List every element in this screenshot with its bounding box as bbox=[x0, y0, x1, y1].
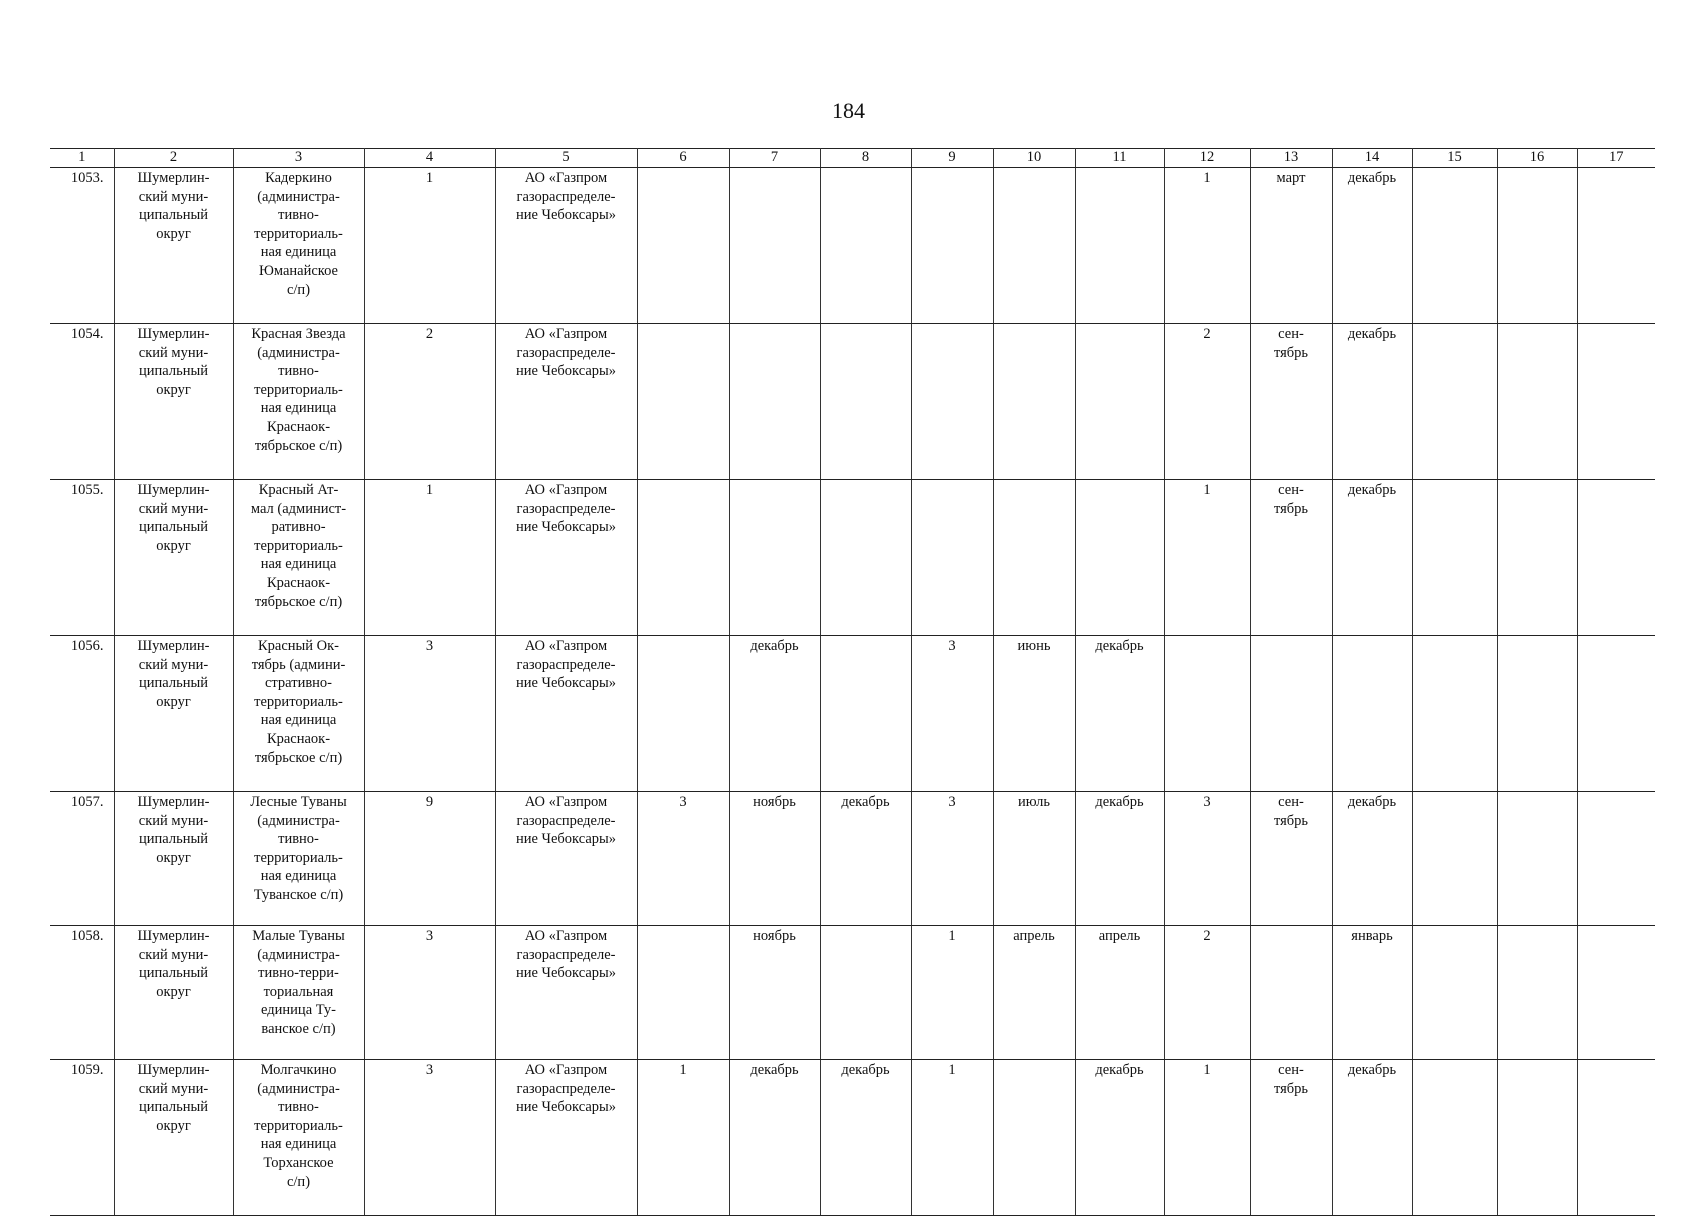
col17-cell bbox=[1577, 926, 1655, 1060]
table-row bbox=[50, 324, 1655, 480]
col9-cell: 3 bbox=[911, 636, 993, 792]
gasification-table bbox=[50, 148, 1655, 1216]
count-cell: 2 bbox=[364, 324, 495, 480]
col12-cell: 3 bbox=[1164, 792, 1250, 926]
col12-cell: 2 bbox=[1164, 324, 1250, 480]
col11-cell: декабрь bbox=[1075, 792, 1164, 926]
col13-cell bbox=[1250, 636, 1332, 792]
col17-cell bbox=[1577, 792, 1655, 926]
table-row bbox=[50, 636, 1655, 792]
col10-cell bbox=[993, 168, 1075, 324]
col8-cell bbox=[820, 926, 911, 1060]
col16-cell bbox=[1497, 480, 1577, 636]
col10-cell: июль bbox=[993, 792, 1075, 926]
col12-cell: 2 bbox=[1164, 926, 1250, 1060]
col16-cell bbox=[1497, 926, 1577, 1060]
col14-cell: январь bbox=[1332, 926, 1412, 1060]
district-cell: Шумерлин- ский муни- ципальный округ bbox=[114, 1060, 233, 1216]
count-cell: 1 bbox=[364, 168, 495, 324]
organization-cell: АО «Газпром газораспределе- ние Чебоксары» bbox=[495, 792, 637, 926]
col13-cell: март bbox=[1250, 168, 1332, 324]
col7-cell: ноябрь bbox=[729, 926, 820, 1060]
col8-cell: декабрь bbox=[820, 792, 911, 926]
column-header-16: 16 bbox=[1497, 149, 1577, 168]
col16-cell bbox=[1497, 168, 1577, 324]
row-number: 1057. bbox=[50, 792, 114, 926]
table-row bbox=[50, 926, 1655, 1060]
table-row bbox=[50, 1060, 1655, 1216]
col10-cell bbox=[993, 480, 1075, 636]
col9-cell: 1 bbox=[911, 926, 993, 1060]
district-cell: Шумерлин- ский муни- ципальный округ bbox=[114, 926, 233, 1060]
col13-cell: сен- тябрь bbox=[1250, 792, 1332, 926]
col7-cell bbox=[729, 480, 820, 636]
column-header-12: 12 bbox=[1164, 149, 1250, 168]
col11-cell bbox=[1075, 168, 1164, 324]
col6-cell: 3 bbox=[637, 792, 729, 926]
col12-cell bbox=[1164, 636, 1250, 792]
col13-cell bbox=[1250, 926, 1332, 1060]
district-cell: Шумерлин- ский муни- ципальный округ bbox=[114, 324, 233, 480]
col7-cell: ноябрь bbox=[729, 792, 820, 926]
col17-cell bbox=[1577, 1060, 1655, 1216]
col9-cell: 1 bbox=[911, 1060, 993, 1216]
page-number: 184 bbox=[832, 98, 865, 123]
col9-cell bbox=[911, 480, 993, 636]
col8-cell bbox=[820, 480, 911, 636]
column-header-11: 11 bbox=[1075, 149, 1164, 168]
col6-cell bbox=[637, 168, 729, 324]
district-cell: Шумерлин- ский муни- ципальный округ bbox=[114, 168, 233, 324]
col6-cell bbox=[637, 324, 729, 480]
col7-cell bbox=[729, 168, 820, 324]
col15-cell bbox=[1412, 792, 1497, 926]
col6-cell bbox=[637, 926, 729, 1060]
count-cell: 3 bbox=[364, 926, 495, 1060]
locality-cell: Кадеркино (администра- тивно- территориаль- ная единица Юманайское с/п) bbox=[233, 168, 364, 324]
row-number: 1055. bbox=[50, 480, 114, 636]
col16-cell bbox=[1497, 1060, 1577, 1216]
row-number: 1053. bbox=[50, 168, 114, 324]
locality-cell: Красный Ок- тябрь (админи- стративно- территориаль- ная единица Краснаок- тябрьское с/п) bbox=[233, 636, 364, 792]
column-header-17: 17 bbox=[1577, 149, 1655, 168]
col17-cell bbox=[1577, 324, 1655, 480]
col7-cell bbox=[729, 324, 820, 480]
col9-cell bbox=[911, 168, 993, 324]
column-header-5: 5 bbox=[495, 149, 637, 168]
table-row bbox=[50, 792, 1655, 926]
organization-cell: АО «Газпром газораспределе- ние Чебоксары» bbox=[495, 168, 637, 324]
table-row bbox=[50, 168, 1655, 324]
col15-cell bbox=[1412, 324, 1497, 480]
organization-cell: АО «Газпром газораспределе- ние Чебоксары» bbox=[495, 480, 637, 636]
col11-cell: декабрь bbox=[1075, 1060, 1164, 1216]
col17-cell bbox=[1577, 480, 1655, 636]
column-header-3: 3 bbox=[233, 149, 364, 168]
row-number: 1056. bbox=[50, 636, 114, 792]
locality-cell: Молгачкино (администра- тивно- территориаль- ная единица Торханское с/п) bbox=[233, 1060, 364, 1216]
col14-cell: декабрь bbox=[1332, 168, 1412, 324]
col8-cell: декабрь bbox=[820, 1060, 911, 1216]
col13-cell: сен- тябрь bbox=[1250, 324, 1332, 480]
column-header-1: 1 bbox=[50, 149, 114, 168]
col12-cell: 1 bbox=[1164, 480, 1250, 636]
col17-cell bbox=[1577, 168, 1655, 324]
district-cell: Шумерлин- ский муни- ципальный округ bbox=[114, 636, 233, 792]
locality-cell: Красная Звезда (администра- тивно- территориаль- ная единица Краснаок- тябрьское с/п) bbox=[233, 324, 364, 480]
col13-cell: сен- тябрь bbox=[1250, 480, 1332, 636]
col7-cell: декабрь bbox=[729, 1060, 820, 1216]
table-body bbox=[50, 168, 1655, 1216]
col17-cell bbox=[1577, 636, 1655, 792]
district-cell: Шумерлин- ский муни- ципальный округ bbox=[114, 792, 233, 926]
organization-cell: АО «Газпром газораспределе- ние Чебоксары» bbox=[495, 636, 637, 792]
column-header-13: 13 bbox=[1250, 149, 1332, 168]
col9-cell: 3 bbox=[911, 792, 993, 926]
col6-cell bbox=[637, 636, 729, 792]
col15-cell bbox=[1412, 1060, 1497, 1216]
column-header-8: 8 bbox=[820, 149, 911, 168]
column-header-4: 4 bbox=[364, 149, 495, 168]
row-number: 1054. bbox=[50, 324, 114, 480]
count-cell: 3 bbox=[364, 1060, 495, 1216]
col12-cell: 1 bbox=[1164, 168, 1250, 324]
locality-cell: Лесные Туваны (администра- тивно- территориаль- ная единица Туванское с/п) bbox=[233, 792, 364, 926]
organization-cell: АО «Газпром газораспределе- ние Чебоксары» bbox=[495, 926, 637, 1060]
col11-cell: декабрь bbox=[1075, 636, 1164, 792]
table-row bbox=[50, 480, 1655, 636]
col15-cell bbox=[1412, 480, 1497, 636]
col6-cell: 1 bbox=[637, 1060, 729, 1216]
column-header-9: 9 bbox=[911, 149, 993, 168]
col15-cell bbox=[1412, 636, 1497, 792]
header-row bbox=[50, 149, 1655, 168]
col16-cell bbox=[1497, 636, 1577, 792]
col7-cell: декабрь bbox=[729, 636, 820, 792]
count-cell: 1 bbox=[364, 480, 495, 636]
organization-cell: АО «Газпром газораспределе- ние Чебоксары» bbox=[495, 324, 637, 480]
col10-cell: июнь bbox=[993, 636, 1075, 792]
col8-cell bbox=[820, 324, 911, 480]
col10-cell bbox=[993, 324, 1075, 480]
col11-cell bbox=[1075, 480, 1164, 636]
column-header-14: 14 bbox=[1332, 149, 1412, 168]
col12-cell: 1 bbox=[1164, 1060, 1250, 1216]
col11-cell bbox=[1075, 324, 1164, 480]
col14-cell: декабрь bbox=[1332, 324, 1412, 480]
row-number: 1059. bbox=[50, 1060, 114, 1216]
col6-cell bbox=[637, 480, 729, 636]
col8-cell bbox=[820, 636, 911, 792]
col10-cell bbox=[993, 1060, 1075, 1216]
col15-cell bbox=[1412, 168, 1497, 324]
col10-cell: апрель bbox=[993, 926, 1075, 1060]
col14-cell: декабрь bbox=[1332, 1060, 1412, 1216]
col16-cell bbox=[1497, 324, 1577, 480]
column-header-15: 15 bbox=[1412, 149, 1497, 168]
col15-cell bbox=[1412, 926, 1497, 1060]
district-cell: Шумерлин- ский муни- ципальный округ bbox=[114, 480, 233, 636]
col8-cell bbox=[820, 168, 911, 324]
row-number: 1058. bbox=[50, 926, 114, 1060]
locality-cell: Красный Ат- мал (админист- ративно- территориаль- ная единица Краснаок- тябрьское с/п) bbox=[233, 480, 364, 636]
col13-cell: сен- тябрь bbox=[1250, 1060, 1332, 1216]
col11-cell: апрель bbox=[1075, 926, 1164, 1060]
count-cell: 3 bbox=[364, 636, 495, 792]
locality-cell: Малые Туваны (администра- тивно-терри- ториальная единица Ту- ванское с/п) bbox=[233, 926, 364, 1060]
col16-cell bbox=[1497, 792, 1577, 926]
column-header-10: 10 bbox=[993, 149, 1075, 168]
col14-cell bbox=[1332, 636, 1412, 792]
column-header-2: 2 bbox=[114, 149, 233, 168]
col14-cell: декабрь bbox=[1332, 792, 1412, 926]
organization-cell: АО «Газпром газораспределе- ние Чебоксары» bbox=[495, 1060, 637, 1216]
column-header-7: 7 bbox=[729, 149, 820, 168]
column-header-6: 6 bbox=[637, 149, 729, 168]
col9-cell bbox=[911, 324, 993, 480]
count-cell: 9 bbox=[364, 792, 495, 926]
col14-cell: декабрь bbox=[1332, 480, 1412, 636]
